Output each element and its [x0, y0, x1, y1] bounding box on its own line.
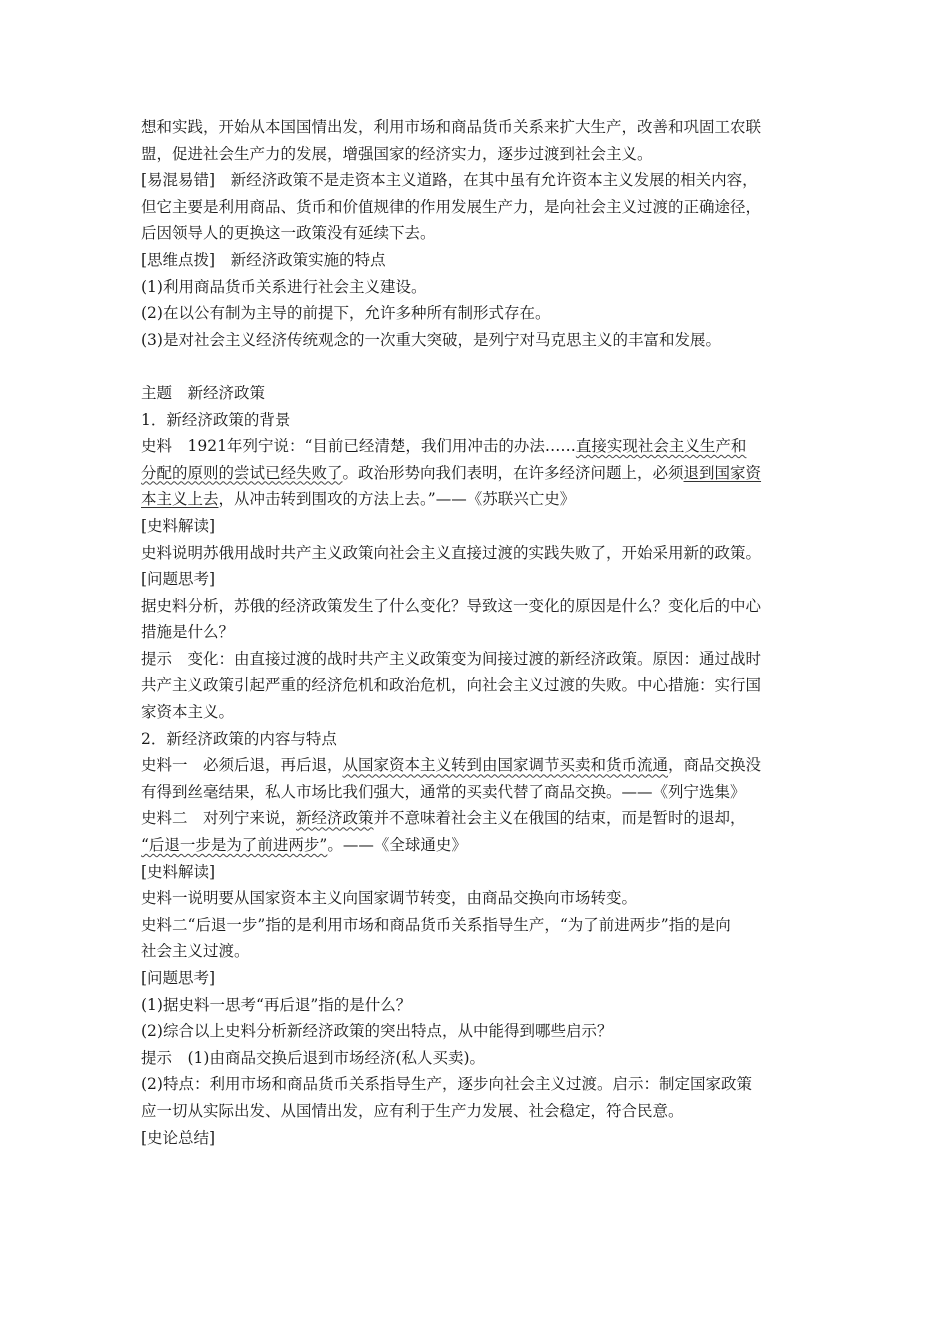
topic-title: 主题 新经济政策	[141, 383, 266, 402]
source-quote	[141, 460, 813, 487]
text-run: 并不意味着社会主义在俄国的结束，而是暂时的退却，	[373, 809, 746, 828]
hint-text: 应一切从实际出发、从国情出发，应有利于生产力发展、社会稳定，符合民意。	[141, 1101, 684, 1120]
question-text: (1)据史料一思考“再后退”指的是什么？	[141, 995, 412, 1014]
hint-text: 提示 (1)由商品交换后退到市场经济(私人买卖)。	[141, 1048, 486, 1067]
summary-heading: [史论总结]	[141, 1128, 216, 1147]
source-quote	[141, 486, 813, 513]
section-title: 2．新经济政策的内容与特点	[141, 729, 337, 748]
thinking-point: (2)在以公有制为主导的前提下，允许多种所有制形式存在。	[141, 304, 551, 323]
underlined-text: 新经济政策	[296, 809, 374, 828]
text-run: ，从冲击转到围攻的方法上去。”——《苏联兴亡史》	[218, 490, 576, 509]
source-reading: 史料说明苏俄用战时共产主义政策向社会主义直接过渡的实践失败了，开始采用新的政策。	[141, 543, 762, 562]
question-heading: [问题思考]	[141, 570, 216, 589]
underlined-text: 本主义上去	[141, 490, 219, 509]
source-quote	[141, 832, 813, 859]
question-text: 据史料分析，苏俄的经济政策发生了什么变化？导致这一变化的原因是什么？变化后的中心	[141, 596, 762, 615]
hint-text: 提示 变化：由直接过渡的战时共产主义政策变为间接过渡的新经济政策。原因：通过战时	[141, 649, 762, 668]
text-run: 史料 1921年列宁说：“目前已经清楚，我们用冲击的办法……	[141, 437, 576, 456]
source-quote	[141, 805, 813, 832]
question-text: 措施是什么？	[141, 623, 235, 642]
text-run: 。政治形势向我们表明，在许多经济问题上，必须	[342, 463, 684, 482]
source-reading: 社会主义过渡。	[141, 942, 250, 961]
question-text: (2)综合以上史料分析新经济政策的突出特点，从中能得到哪些启示？	[141, 1022, 613, 1041]
question-heading: [问题思考]	[141, 969, 216, 987]
hint-text: (2)特点：利用市场和商品货币关系指导生产，逐步向社会主义过渡。启示：制定国家政策	[141, 1075, 752, 1094]
thinking-heading: [思维点拨] 新经济政策实施的特点	[141, 250, 386, 269]
paragraph-line: 想和实践，开始从本国国情出发，利用市场和商品货币关系来扩大生产，改善和巩固工农联	[141, 118, 762, 136]
text-run: 史料二 对列宁来说，	[141, 809, 297, 828]
underlined-text: 分配的原则的尝试已经失败了	[141, 463, 343, 482]
source-quote	[141, 433, 813, 460]
source-reading-heading: [史料解读]	[141, 862, 216, 881]
easy-confuse-note: [易混易错] 新经济政策不是走资本主义道路，在其中虽有允许资本主义发展的相关内容，	[141, 171, 758, 190]
paragraph-line: 盟，促进社会生产力的发展，增强国家的经济实力，逐步过渡到社会主义。	[141, 144, 653, 163]
source-reading: 史料二“后退一步”指的是利用市场和商品货币关系指导生产，“为了前进两步”指的是向	[141, 915, 731, 934]
document-body	[141, 114, 813, 1151]
text-run: 史料一 必须后退，再后退，	[141, 756, 343, 775]
hint-text: 共产主义政策引起严重的经济危机和政治危机，向社会主义过渡的失败。中心措施：实行国	[141, 676, 762, 695]
spacer	[141, 353, 813, 380]
text-run: ，商品交换没	[668, 756, 762, 775]
paragraph-line: 后因领导人的更换这一政策没有延续下去。	[141, 224, 436, 243]
source-reading-heading: [史料解读]	[141, 516, 216, 535]
underlined-text: 退到国家资	[683, 463, 762, 482]
paragraph-line: 但它主要是利用商品、货币和价值规律的作用发展生产力，是向社会主义过渡的正确途径，	[141, 197, 762, 216]
source-quote	[141, 752, 813, 779]
section-title: 1．新经济政策的背景	[141, 410, 291, 429]
source-quote: 有得到丝毫结果，私人市场比我们强大，通常的买卖代替了商品交换。——《列宁选集》	[141, 782, 746, 801]
hint-text: 家资本主义。	[141, 703, 235, 722]
underlined-text: “后退一步是为了前进两步”	[141, 836, 328, 855]
thinking-point: (1)利用商品货币关系进行社会主义建设。	[141, 277, 427, 296]
underlined-text: 直接实现社会主义生产和	[575, 437, 747, 456]
underlined-text: 从国家资本主义转到由国家调节买卖和货币流通	[342, 756, 669, 775]
thinking-point: (3)是对社会主义经济传统观念的一次重大突破，是列宁对马克思主义的丰富和发展。	[141, 330, 721, 349]
text-run: 。——《全球通史》	[327, 836, 467, 855]
source-reading: 史料一说明要从国家资本主义向国家调节转变，由商品交换向市场转变。	[141, 889, 638, 908]
